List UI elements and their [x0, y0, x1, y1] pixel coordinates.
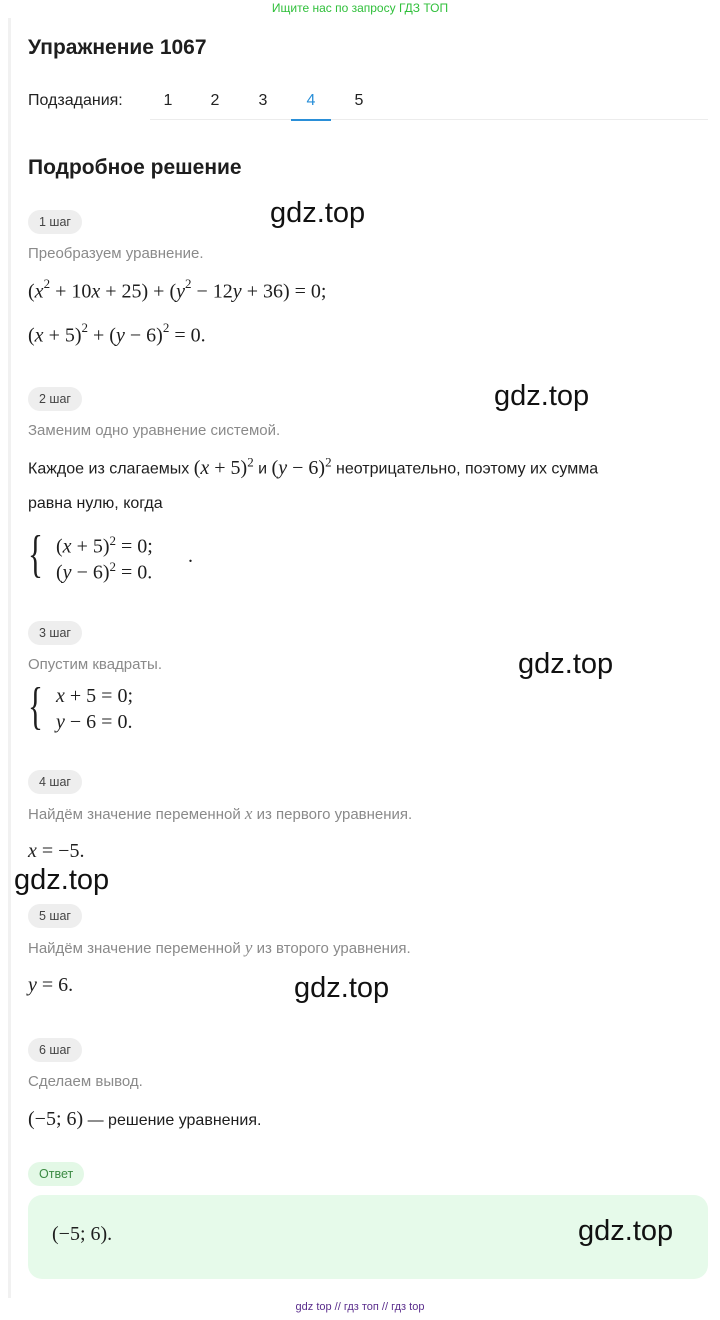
watermark: gdz.top	[578, 1215, 674, 1247]
step-badge-1: 1 шаг	[28, 210, 82, 234]
answer-value: (−5; 6).	[52, 1223, 113, 1245]
subtasks-label: Подзадания:	[28, 92, 123, 109]
subtask-tab-4[interactable]: 4	[291, 92, 331, 110]
watermark: gdz.top	[14, 864, 110, 896]
step-note-3: Опустим квадраты.	[28, 656, 162, 673]
step-badge-2: 2 шаг	[28, 387, 82, 411]
subtasks-nav	[28, 82, 708, 122]
step-text-2-and: и	[258, 460, 268, 478]
subtask-tab-2[interactable]: 2	[210, 92, 220, 109]
result-x: x = −5.	[28, 840, 85, 862]
subtask-tab-5[interactable]: 5	[354, 92, 364, 109]
step-note-5-var: y	[244, 938, 253, 957]
step-text-2-after: неотрицательно, поэтому их сумма	[336, 460, 599, 478]
step-note-1: Преобразуем уравнение.	[28, 245, 204, 262]
step-text-2: Каждое из слагаемых $(x + 5)^2$ и $(y - 6)^2$ неотрицательно, поэтому их сумма	[28, 454, 599, 479]
step-badge-3: 3 шаг	[28, 621, 82, 645]
step-note-4	[28, 804, 412, 824]
step-note-4-var: x	[244, 804, 253, 823]
watermark: gdz.top	[294, 972, 390, 1004]
page-title: Упражнение 1067	[28, 36, 207, 59]
top-banner[interactable]: Ищите нас по запросу ГДЗ ТОП	[271, 1, 449, 15]
step-note-4-after: из первого уравнения.	[256, 806, 413, 823]
step-note-5-before: Найдём значение переменной	[28, 940, 241, 957]
step-text-6: (−5; 6) — решение уравнения.	[28, 1108, 262, 1130]
equation-squares: $(x + 5)^2 + (y - 6)^2 = 0$.	[28, 320, 206, 347]
answer-box	[28, 1195, 708, 1279]
step-note-5	[28, 938, 411, 958]
subtask-tab-3[interactable]: 3	[258, 92, 268, 109]
step-note-2: Заменим одно уравнение системой.	[28, 422, 281, 439]
subtask-tab-1[interactable]: 1	[163, 92, 173, 109]
step-badge-5: 5 шаг	[28, 904, 82, 928]
equation-expanded: $(x^2 + 10x + 25) + (y^2 - 12y + 36) = 0$;	[28, 276, 327, 303]
step-text-2-line2: равна нулю, когда	[28, 495, 163, 512]
subtasks-divider	[150, 119, 708, 120]
solution-title: Подробное решение	[28, 156, 242, 179]
step-note-5-after: из второго уравнения.	[256, 940, 411, 957]
result-y: y = 6.	[28, 974, 74, 996]
watermark: gdz.top	[270, 197, 366, 229]
step-text-2-before: Каждое из слагаемых	[28, 460, 190, 478]
step-note-6: Сделаем вывод.	[28, 1073, 143, 1090]
step-badge-6: 6 шаг	[28, 1038, 82, 1062]
step-note-4-before: Найдём значение переменной	[28, 806, 241, 823]
watermark: gdz.top	[518, 648, 614, 680]
step-badge-4: 4 шаг	[28, 770, 82, 794]
step-text-6-label: — решение уравнения.	[87, 1112, 262, 1129]
answer-badge: Ответ	[28, 1162, 84, 1186]
watermark: gdz.top	[494, 380, 590, 412]
footer-links[interactable]: gdz top // гдз топ // гдз top	[295, 1301, 425, 1313]
